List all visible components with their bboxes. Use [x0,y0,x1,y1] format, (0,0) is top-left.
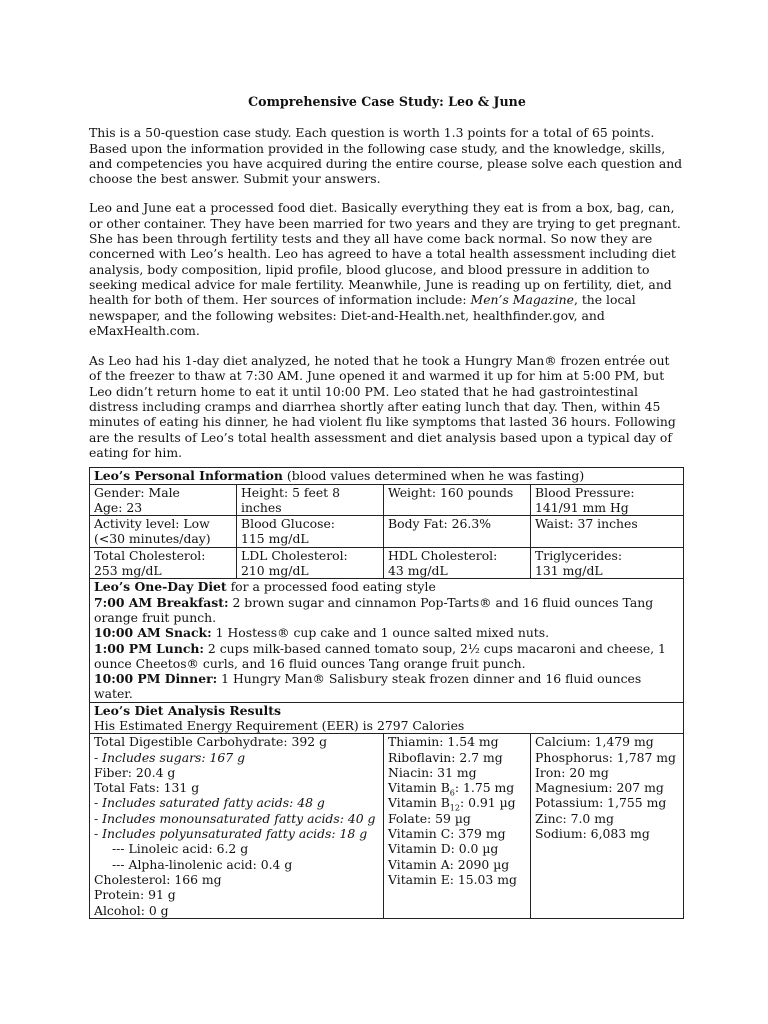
cell-text: 115 mg/dL [241,531,309,547]
waist-cell [531,516,684,548]
diet-note: for a processed food eating style [226,579,436,595]
list-item: Zinc: 7.0 mg [535,810,614,826]
list-item: Protein: 91 g [94,887,176,903]
diet-cell [90,579,684,702]
cell-text: LDL Cholesterol: [241,547,348,563]
background-paragraph [89,200,685,338]
list-item: Fiber: 20.4 g [94,764,176,780]
table-row [90,484,684,516]
diet-heading: Leo’s One-Day Diet [94,579,227,595]
list-item: Vitamin $B_{12}$: 0.91 µg [388,795,516,813]
intro-paragraph: This is a 50-question case study. Each question is worth 1.3 points for a total of 65 points. Based upon the information provided in the following case study, and the knowledge, skills, and competencies you have acquired during the entire course, please solve each question and choose the best answer. Submit your answers. [89,125,683,187]
document-page [89,94,685,919]
analysis-heading: Leo’s Diet Analysis Results [94,702,281,718]
cell-text: 131 mg/dL [535,563,603,579]
list-item: Iron: 20 mg [535,764,609,780]
background-text-start: Leo and June eat a processed food diet. Basically everything they eat is from a box, bag, can, or other container. They have been married for two years and they are trying to get pregnant. She has been through fertility tests and they all have come back normal. So now they are concerned with Leo’s health. Leo has agreed to have a total health assessment including diet analysis, body composition, lipid profile, blood glucose, and blood pressure in addition to seeking medical advice for male fertility. Meanwhile, June is reading up on fertility, diet, and health for both of them. Her sources of information include: [89,200,681,308]
list-item: Alcohol: 0 g [94,902,169,918]
magazine-title: Men’s Magazine [470,292,574,308]
list-item: - Includes saturated fatty acids: 48 g [94,795,325,811]
gender-age-cell [90,484,237,516]
diet-history-paragraph: As Leo had his 1-day diet analyzed, he noted that he took a Hungry Man® frozen entrée out of the freezer to thaw at 7:30 AM. June opened it and warmed it up for him at 5:00 PM, but Leo didn’t return home to eat it until 10:00 PM. Leo stated that he had gastrointestinal distress including cramps and diarrhea shortly after eating lunch that day. Then, within 45 minutes of eating his dinner, he had violent flu like symptoms that lasted 36 hours. Following are the results of Leo’s total health assessment and diet analysis based upon a typical day of eating for him. [89,353,676,460]
cell-text: Weight: 160 pounds [388,484,514,500]
eer-line: His Estimated Energy Requirement (EER) is 2797 Calories [94,717,465,733]
meal-snack: 10:00 AM Snack: 1 Hostess® cup cake and 1 ounce salted mixed nuts. [94,625,550,641]
ldl-cell [237,547,384,579]
macronutrients-cell [90,734,384,919]
list-item: Phosphorus: 1,787 mg [535,749,676,765]
list-item: --- Alpha-linolenic acid: 0.4 g [112,856,293,872]
list-item: Vitamin A: 2090 µg [388,856,510,872]
analysis-values-row [90,734,684,919]
blood-glucose-cell [237,516,384,548]
cell-text: Body Fat: 26.3% [388,516,492,532]
list-item: Magnesium: 207 mg [535,780,664,796]
personal-info-heading: Leo’s Personal Information [94,468,283,484]
cell-text: Age: 23 [94,499,143,515]
total-cholesterol-cell [90,547,237,579]
weight-cell [384,484,531,516]
body-fat-cell [384,516,531,548]
cell-text: Triglycerides: [535,547,623,563]
cell-text: 43 mg/dL [388,563,448,579]
list-item: - Includes sugars: 167 g [94,749,246,765]
list-item: Vitamin $B_6$: 1.75 mg [388,780,515,798]
list-item: Potassium: 1,755 mg [535,795,667,811]
list-item: Folate: 59 µg [388,810,471,826]
cell-text: Activity level: Low (<30 minutes/day) [94,516,211,547]
list-item: Riboflavin: 2.7 mg [388,749,503,765]
cell-text: Gender: Male [94,484,180,500]
meal-dinner: 10:00 PM Dinner: 1 Hungry Man® Salisbury steak frozen dinner and 16 fluid ounces water. [94,671,642,702]
cell-text: Height: 5 feet 8 inches [241,484,340,515]
hdl-cell [384,547,531,579]
minerals-cell [531,734,684,919]
document-title: Comprehensive Case Study: Leo & June [248,94,526,109]
analysis-header [90,702,684,734]
list-item: Sodium: 6,083 mg [535,826,650,842]
cell-text: Total Cholesterol: [94,547,206,563]
cell-text: 141/91 mm Hg [535,499,629,515]
cell-text: 253 mg/dL [94,563,162,579]
cell-text: Blood Glucose: [241,516,335,532]
activity-cell [90,516,237,548]
health-assessment-table [89,467,684,919]
list-item: - Includes polyunsaturated fatty acids: 18 g [94,826,368,842]
cell-text: HDL Cholesterol: [388,547,498,563]
list-item: Niacin: 31 mg [388,764,477,780]
analysis-header-row [90,702,684,734]
list-item: Vitamin D: 0.0 µg [388,841,499,857]
table-row [90,516,684,548]
cell-text: 210 mg/dL [241,563,309,579]
cell-text: Waist: 37 inches [535,516,638,532]
triglycerides-cell [531,547,684,579]
list-item: Cholesterol: 166 mg [94,871,222,887]
blood-pressure-cell [531,484,684,516]
meal-lunch: 1:00 PM Lunch: 2 cups milk-based canned tomato soup, 2½ cups macaroni and cheese, 1 ounce Cheetos® curls, and 16 fluid ounces Tang orange fruit punch. [94,640,666,671]
list-item: - Includes monounsaturated fatty acids: 40 g [94,810,376,826]
vitamins-cell [384,734,531,919]
list-item: Total Fats: 131 g [94,780,200,796]
list-item: Vitamin E: 15.03 mg [388,871,517,887]
cell-text: Blood Pressure: [535,484,635,500]
table-row [90,547,684,579]
list-item: Thiamin: 1.54 mg [388,734,499,750]
meal-breakfast: 7:00 AM Breakfast: 2 brown sugar and cinnamon Pop-Tarts® and 16 fluid ounces Tang orange fruit punch. [94,594,654,625]
height-cell [237,484,384,516]
list-item: Vitamin C: 379 mg [388,826,506,842]
personal-info-header [90,468,684,484]
background-text-end: , the local newspaper, and the following websites: Diet-and-Health.net, healthfinder.gov, and eMaxHealth.com. [89,292,636,338]
personal-info-note: (blood values determined when he was fasting) [282,468,585,484]
list-item: Total Digestible Carbohydrate: 392 g [94,734,328,750]
diet-row [90,579,684,702]
list-item: Calcium: 1,479 mg [535,734,654,750]
list-item: --- Linoleic acid: 6.2 g [112,841,249,857]
personal-info-header-row [90,468,684,484]
